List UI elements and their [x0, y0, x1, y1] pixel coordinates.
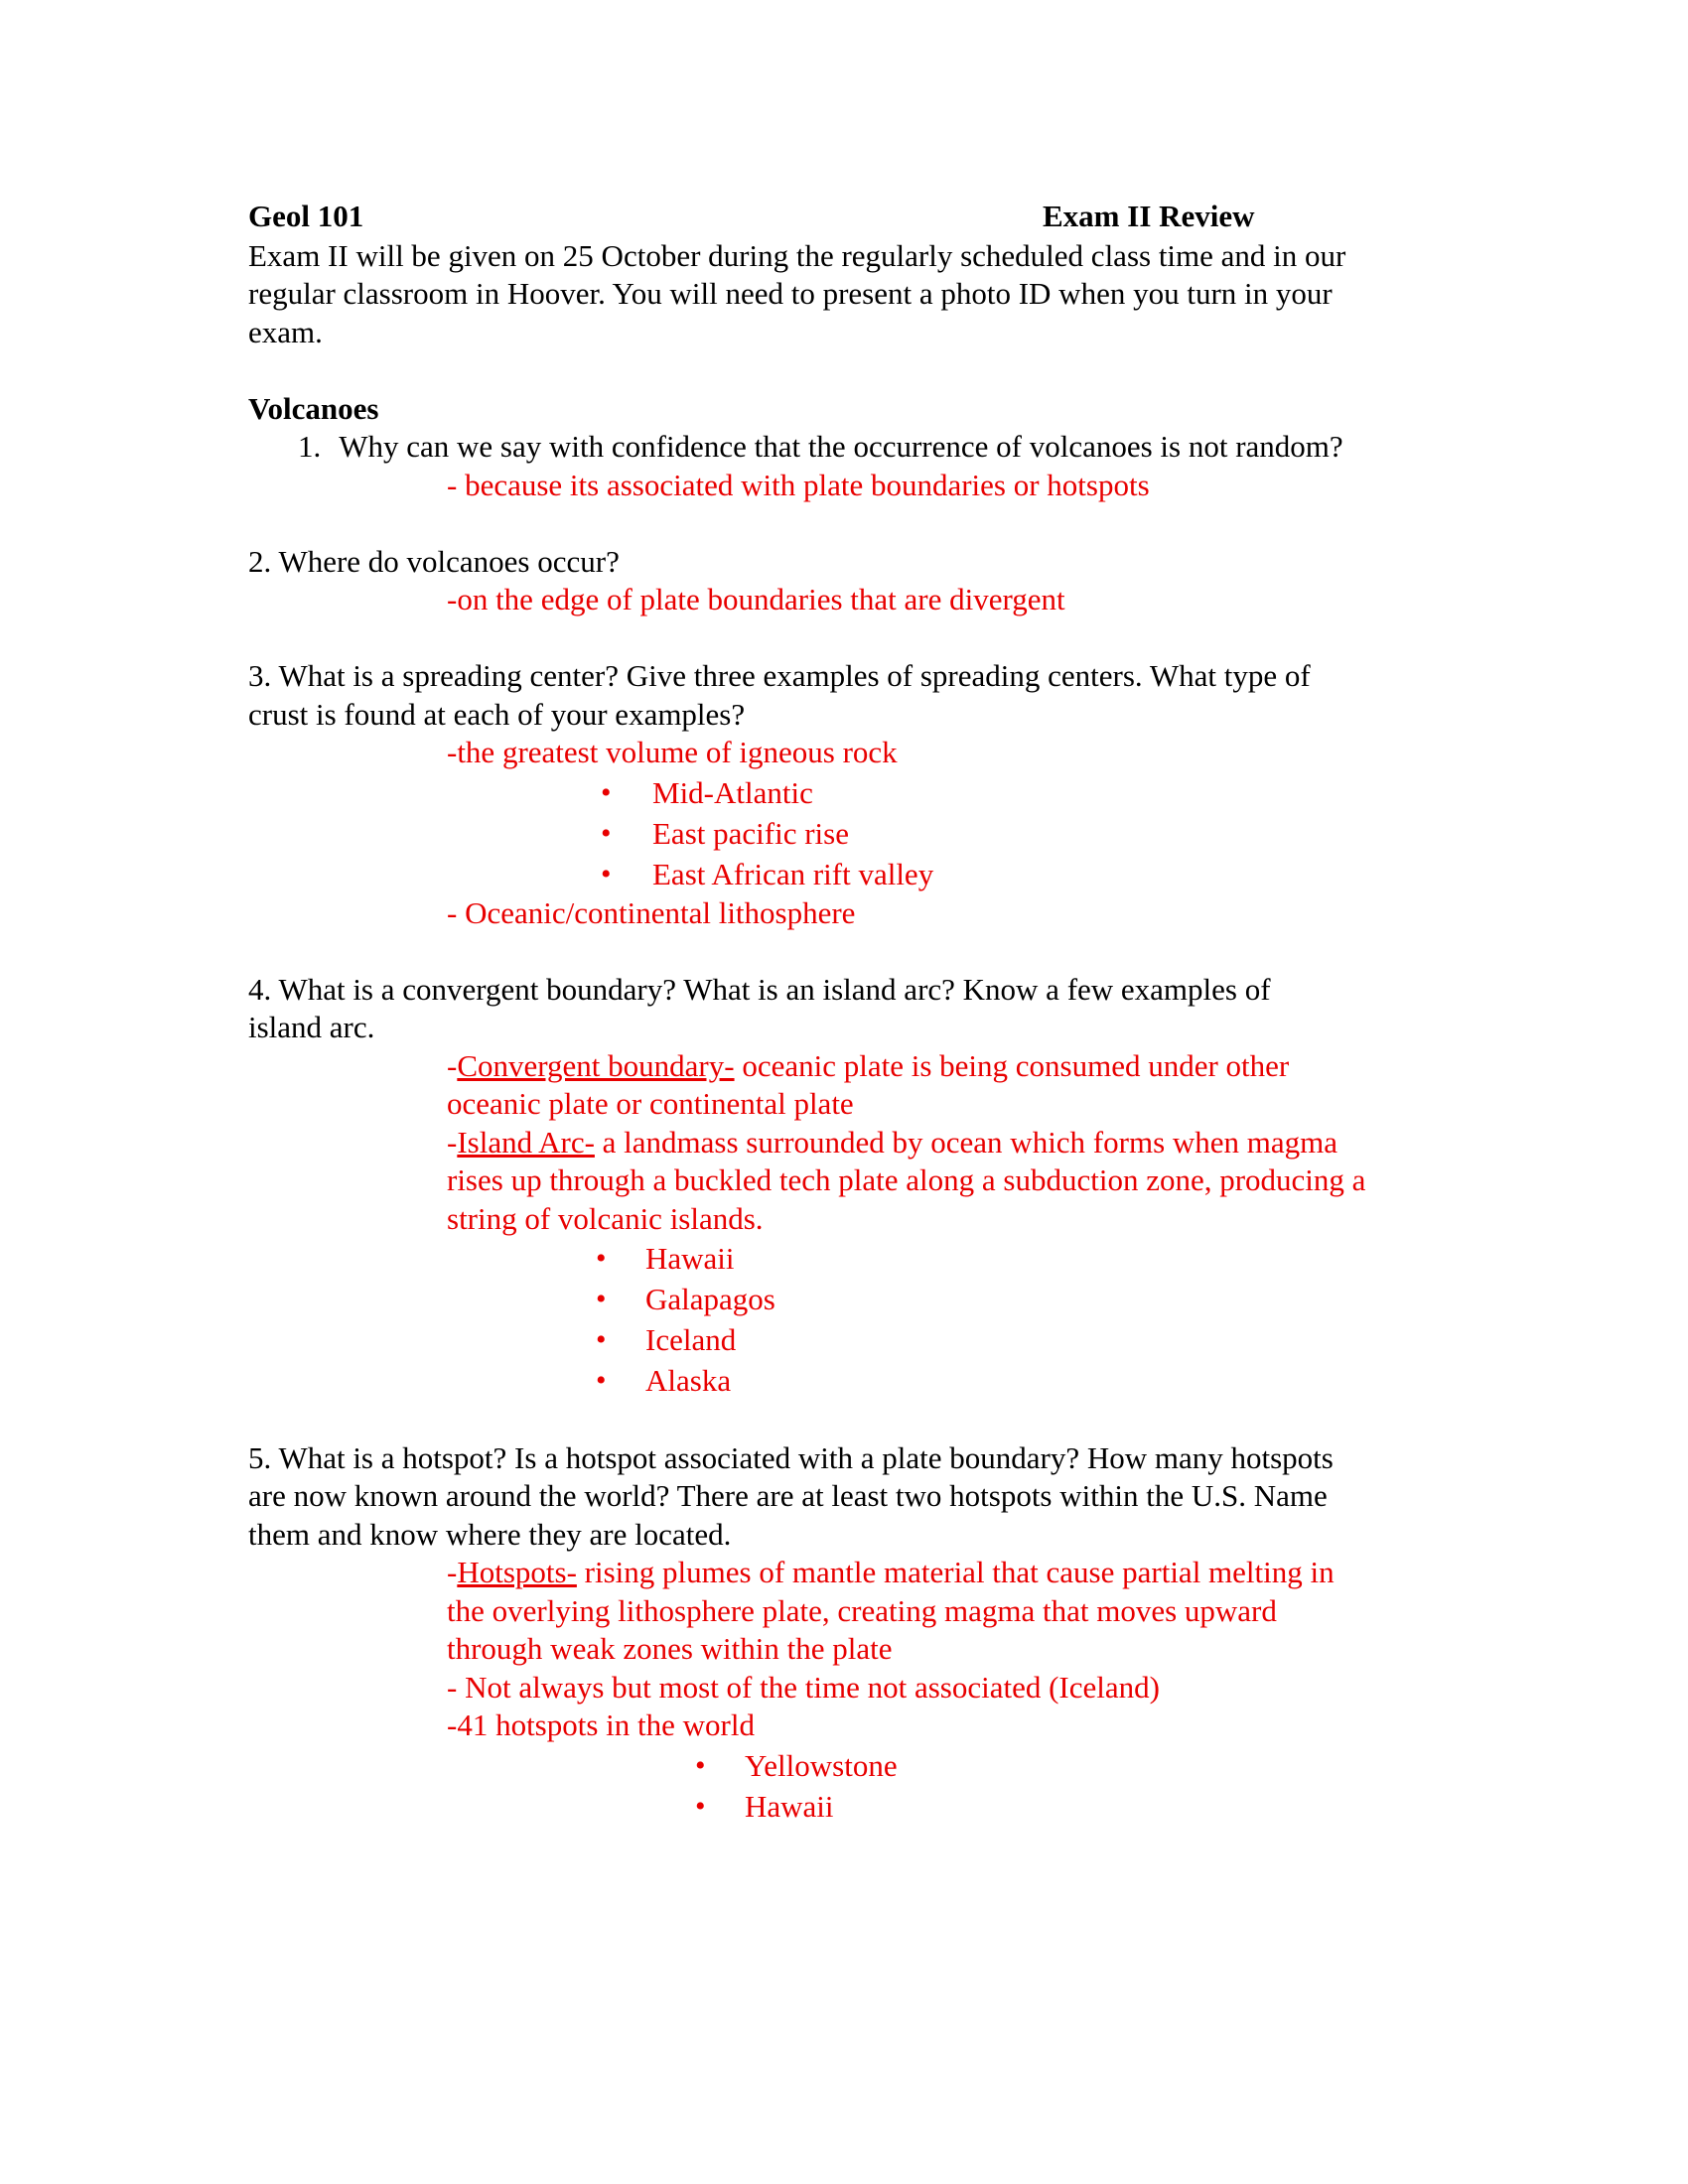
list-item: • Mid-Atlantic [248, 772, 1460, 813]
question-5-line: them and know where they are located. [248, 1516, 732, 1552]
hotspot-term: Hotspots- [457, 1555, 577, 1589]
island-arc-term: Island Arc- [457, 1124, 595, 1160]
list-item: • Galapagos [248, 1279, 1460, 1319]
question-5-line: 5. What is a hotspot? Is a hotspot associated with a plate boundary? How many hotspots [248, 1439, 1334, 1475]
intro-line: regular classroom in Hoover. You will need to present a photo ID when you turn in your [248, 276, 1333, 311]
convergent-term: Convergent boundary- [457, 1047, 735, 1083]
list-item: • East pacific rise [248, 813, 1460, 854]
intro-paragraph [248, 237, 1460, 352]
bullet-icon: • [596, 1242, 607, 1275]
answer-5-hotspot-cont: the overlying lithosphere plate, creating magma that moves upward [447, 1592, 1277, 1628]
answer-4-arc: -Island Arc- a landmass surrounded by ocean which forms when magma [447, 1124, 1338, 1160]
bullet-icon: • [596, 1283, 607, 1315]
answer-5-count: -41 hotspots in the world [447, 1707, 755, 1742]
answer-2: -on the edge of plate boundaries that are divergent [447, 582, 1065, 616]
intro-line: exam. [248, 314, 323, 349]
answer-5-association: - Not always but most of the time not associated (Iceland) [447, 1669, 1160, 1705]
list-item: • Alaska [248, 1360, 1460, 1401]
question-1-text: Why can we say with confidence that the occurrence of volcanoes is not random? [339, 429, 1343, 464]
question-5-line: are now known around the world? There are at least two hotspots within the U.S. Name [248, 1478, 1328, 1513]
question-4-line: island arc. [248, 1010, 375, 1044]
answer-4-arc-cont: string of volcanic islands. [447, 1200, 764, 1236]
answer-5-hotspot-cont: through weak zones within the plate [447, 1631, 893, 1666]
question-3-line: 3. What is a spreading center? Give three examples of spreading centers. What type of [248, 658, 1311, 693]
answer-3-volume: -the greatest volume of igneous rock [447, 735, 898, 769]
answer-4-convergent: -Convergent boundary- oceanic plate is being consumed under other [447, 1047, 1290, 1083]
bullet-icon: • [596, 1364, 607, 1397]
document-page [248, 199, 1460, 1827]
question-3-line: crust is found at each of your examples? [248, 696, 746, 732]
exam-title: Exam II Review [1043, 199, 1255, 233]
answer-4-arc-cont: rises up through a buckled tech plate along a subduction zone, producing a [447, 1162, 1366, 1197]
question-2: 2. Where do volcanoes occur? [248, 543, 620, 579]
answer-5-hotspot: -Hotspots- rising plumes of mantle material that cause partial melting in [447, 1555, 1335, 1589]
question-1 [248, 428, 1460, 467]
answer-4-convergent-cont: oceanic plate or continental plate [447, 1086, 854, 1121]
list-item: • Iceland [248, 1319, 1460, 1360]
question-4-line: 4. What is a convergent boundary? What is an island arc? Know a few examples of [248, 971, 1271, 1007]
course-title: Geol 101 [248, 199, 364, 233]
intro-line: Exam II will be given on 25 October during the regularly scheduled class time and in our [248, 237, 1346, 273]
bullet-icon: • [601, 775, 612, 809]
bullet-icon: • [596, 1323, 607, 1356]
list-item: • Hawaii [248, 1786, 1460, 1827]
question-1-number: 1. [298, 429, 322, 464]
bullet-icon: • [695, 1748, 706, 1782]
answer-3-crust: - Oceanic/continental lithosphere [447, 894, 856, 930]
list-item: • Hawaii [248, 1238, 1460, 1279]
answer-1: - because its associated with plate boundaries or hotspots [447, 467, 1150, 502]
document-header [248, 199, 1460, 237]
section-title: Volcanoes [248, 390, 379, 426]
bullet-icon: • [601, 816, 612, 850]
list-item: • Yellowstone [248, 1745, 1460, 1786]
bullet-icon: • [695, 1789, 706, 1823]
list-item: • East African rift valley [248, 854, 1460, 894]
bullet-icon: • [601, 857, 612, 890]
